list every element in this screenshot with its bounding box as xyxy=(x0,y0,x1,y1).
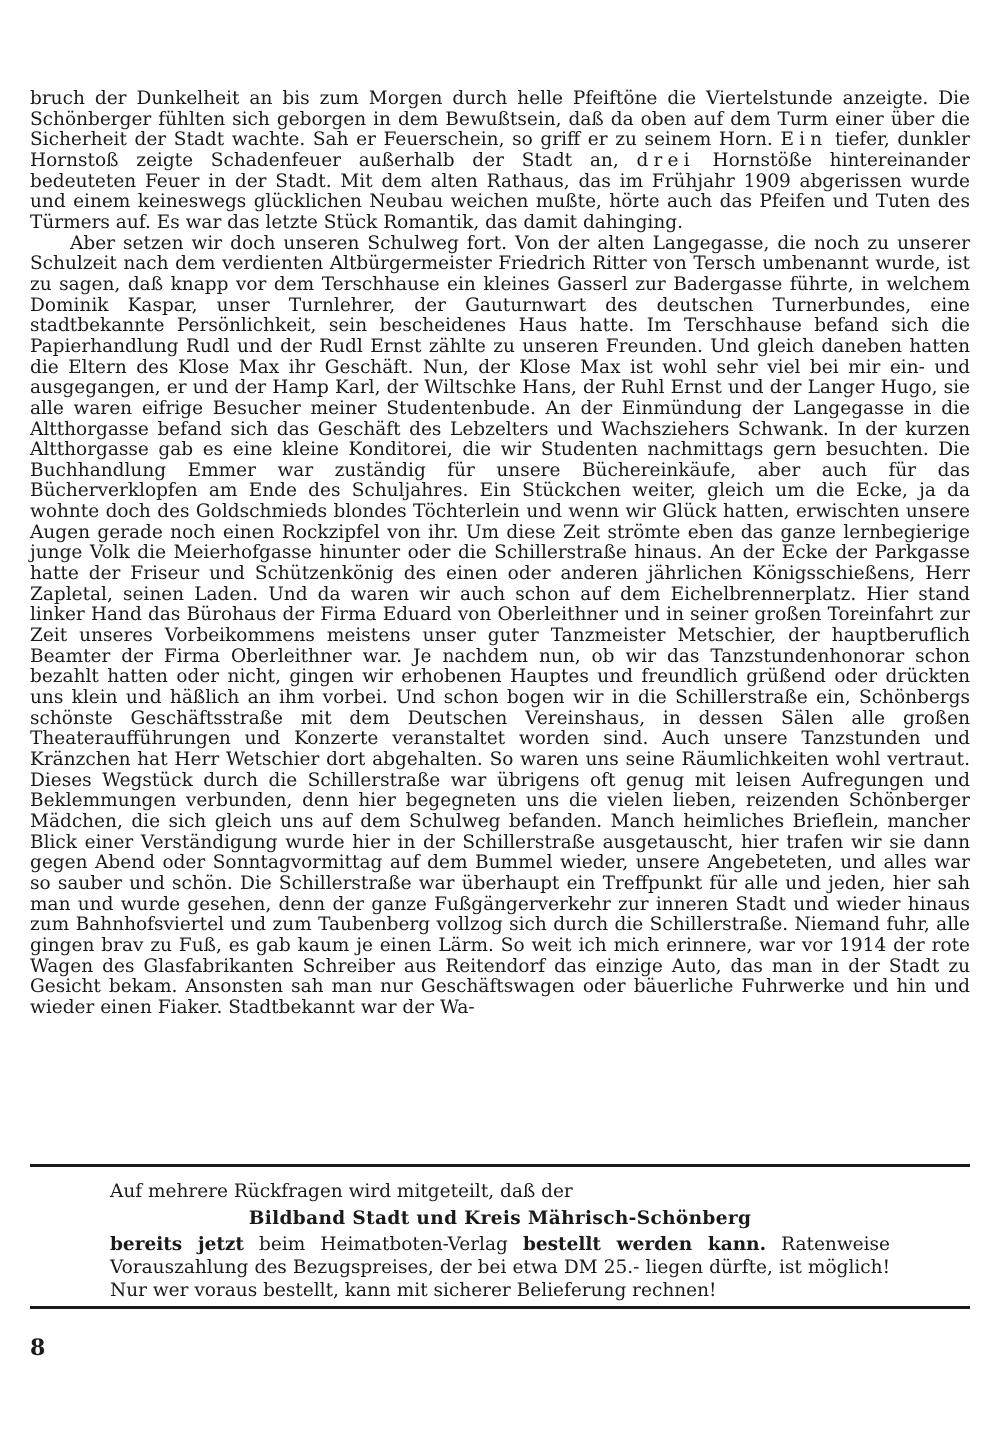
notice-bold-mid: bestellt werden kann. xyxy=(522,1234,767,1255)
paragraph-1-part-a: bruch der Dunkelheit an bis zum Morgen durch helle Pfeiftöne die Viertelstunde anzeigte. Die Schönberger fühlten sich geborgen in dem Bewußtsein, daß da oben auf dem Turm einer über die Sicherheit der Stadt wachte. Sah er Feuerschein, so griff er zu seinem Horn. xyxy=(30,88,970,151)
spaced-word-drei: drei xyxy=(636,149,695,171)
notice-bottom-rule xyxy=(30,1306,970,1309)
notice-intro: Auf mehrere Rückfragen wird mitgeteilt, daß der xyxy=(110,1181,573,1202)
notice-rest: Ratenweise Vorauszahlung des Bezugspreises, der bei etwa DM 25.- liegen dürfte, ist möglich! Nur wer voraus bestellt, kann mit sicherer Belieferung rechnen! xyxy=(110,1234,890,1301)
paragraph-1-part-c: Hornstöße hintereinander bedeuteten Feuer in der Stadt. Mit dem alten Rathaus, das im Frühjahr 1909 abgerissen wurde und einem keineswegs glücklichen Neubau weichen mußte, hörte auch das Pfeifen und Tuten des Türmers auf. Es war das letzte Stück Romantik, das damit dahinging. xyxy=(30,149,971,233)
spaced-word-ein: Ein xyxy=(780,129,828,151)
notice-bold-start: bereits jetzt xyxy=(110,1234,244,1255)
paragraph-2: Aber setzen wir doch unseren Schulweg fort. Von der alten Langegasse, die noch zu unserer Schulzeit nach dem verdienten Altbürgermeister Friedrich Ritter von Tersch umbenannt wurde, ist zu sagen, daß knapp vor dem Terschhause ein kleines Gasserl zur Badergasse führte, in welchem Dominik Kaspar, unser Turnlehrer, der Gauturnwart des deutschen Turnerbundes, eine stadtbekannte Persönlichkeit, sein bescheidenes Haus hatte. Im Terschhause befand sich die Papierhandlung Rudl und der Rudl Ernst zählte zu unseren Freunden. Und gleich daneben hatten die Eltern des Klose Max ihr Geschäft. Nun, der Klose Max ist wohl sehr viel bei mir ein- und ausgegangen, er und der Hamp Karl, der Wiltschke Hans, der Ruhl Ernst und der Langer Hugo, sie alle waren eifrige Besucher meiner Studentenbude. An der Einmündung der Langegasse in die Altthorgasse befand sich das Geschäft des Lebzelters und Wachsziehers Schwank. In der kurzen Altthorgasse gab es eine kleine Konditorei, die wir Studenten nachmittags gern besuchten. Die Buchhandlung Emmer war zuständig für unsere Büchereinkäufe, aber auch für das Bücherverklopfen am Ende des Schuljahres. Ein Stückchen weiter, gleich um die Ecke, ja da wohnte doch des Goldschmieds blondes Töchterlein und wenn wir Glück hatten, erwischten unsere Augen gerade noch einen Rockzipfel von ihr. Um diese Zeit strömte eben das ganze lernbegierige junge Volk die Meierhofgasse hinunter oder die Schillerstraße hinaus. An der Ecke der Parkgasse hatte der Friseur und Schützenkönig des einen oder anderen jährlichen Königsschießens, Herr Zapletal, seinen Laden. Und da waren wir auch schon auf dem Eichelbrennerplatz. Hier stand linker Hand das Bürohaus der Firma Eduard von Oberleithner und in seiner großen Toreinfahrt zur Zeit unseres Vorbeikommens meistens unser guter Tanzmeister Metschier, der hauptberuflich Beamter der Firma Oberleithner war. Je nachdem nun, ob wir das Tanzstundenhonorar schon bezahlt hatten oder nicht, gingen wir erhobenen Hauptes und freundlich grüßend oder drückten uns klein und häßlich an ihm vorbei. Und schon bogen wir in die Schillerstraße ein, Schönbergs schönste Geschäftsstraße mit dem Deutschen Vereinshaus, in dessen Sälen alle großen Theateraufführungen und Konzerte veranstaltet worden sind. Auch unsere Tanzstunden und Kränzchen hat Herr Wetschier dort abgehalten. So waren uns seine Räumlichkeiten wohl vertraut. Dieses Wegstück durch die Schillerstraße war übrigens oft genug mit leisen Aufregungen und Beklemmungen verbunden, denn hier begegneten uns die vielen lieben, reizenden Schönberger Mädchen, die sich gleich uns auf dem Schulweg befanden. Manch heimliches Brieflein, mancher Blick einer Verständigung wurde hier in der Schillerstraße ausgetauscht, hier trafen wir sie dann gegen Abend oder Sonntagvormittag auf dem Bummel wieder, unsere Angebeteten, und alles war so sauber und schön. Die Schillerstraße war überhaupt ein Treffpunkt für alle und jeden, hier sah man und wurde gesehen, denn der ganze Fußgängerverkehr zur inneren Stadt und wieder hinaus zum Bahnhofsviertel und zum Taubenberg vollzog sich durch die Schillerstraße. Niemand fuhr, alle gingen brav zu Fuß, es gab kaum je einen Lärm. So weit ich mich erinnere, war vor 1914 der rote Wagen des Glasfabrikanten Schreiber aus Reitendorf das einzige Auto, das man in der Stadt zu Gesicht bekam. Ansonsten sah man nur Geschäftswagen oder bäuerliche Fuhrwerke und hin und wieder einen Fiaker. Stadtbekannt war der Wa- xyxy=(30,232,970,1018)
paragraph-1 xyxy=(30,89,970,234)
notice-box xyxy=(110,1180,890,1302)
paragraph-1-part-b: tiefer, dunkler Hornstoß zeigte Schadenfeuer außerhalb der Stadt an, xyxy=(30,129,970,171)
notice-mid: beim Heimatboten-Verlag xyxy=(243,1234,523,1255)
notice-body xyxy=(110,1233,890,1302)
notice-title: Bildband Stadt und Kreis Mährisch-Schönberg xyxy=(248,1208,752,1229)
body-text xyxy=(30,89,970,1019)
page-number: 8 xyxy=(30,1335,46,1361)
notice-top-rule xyxy=(30,1164,970,1167)
